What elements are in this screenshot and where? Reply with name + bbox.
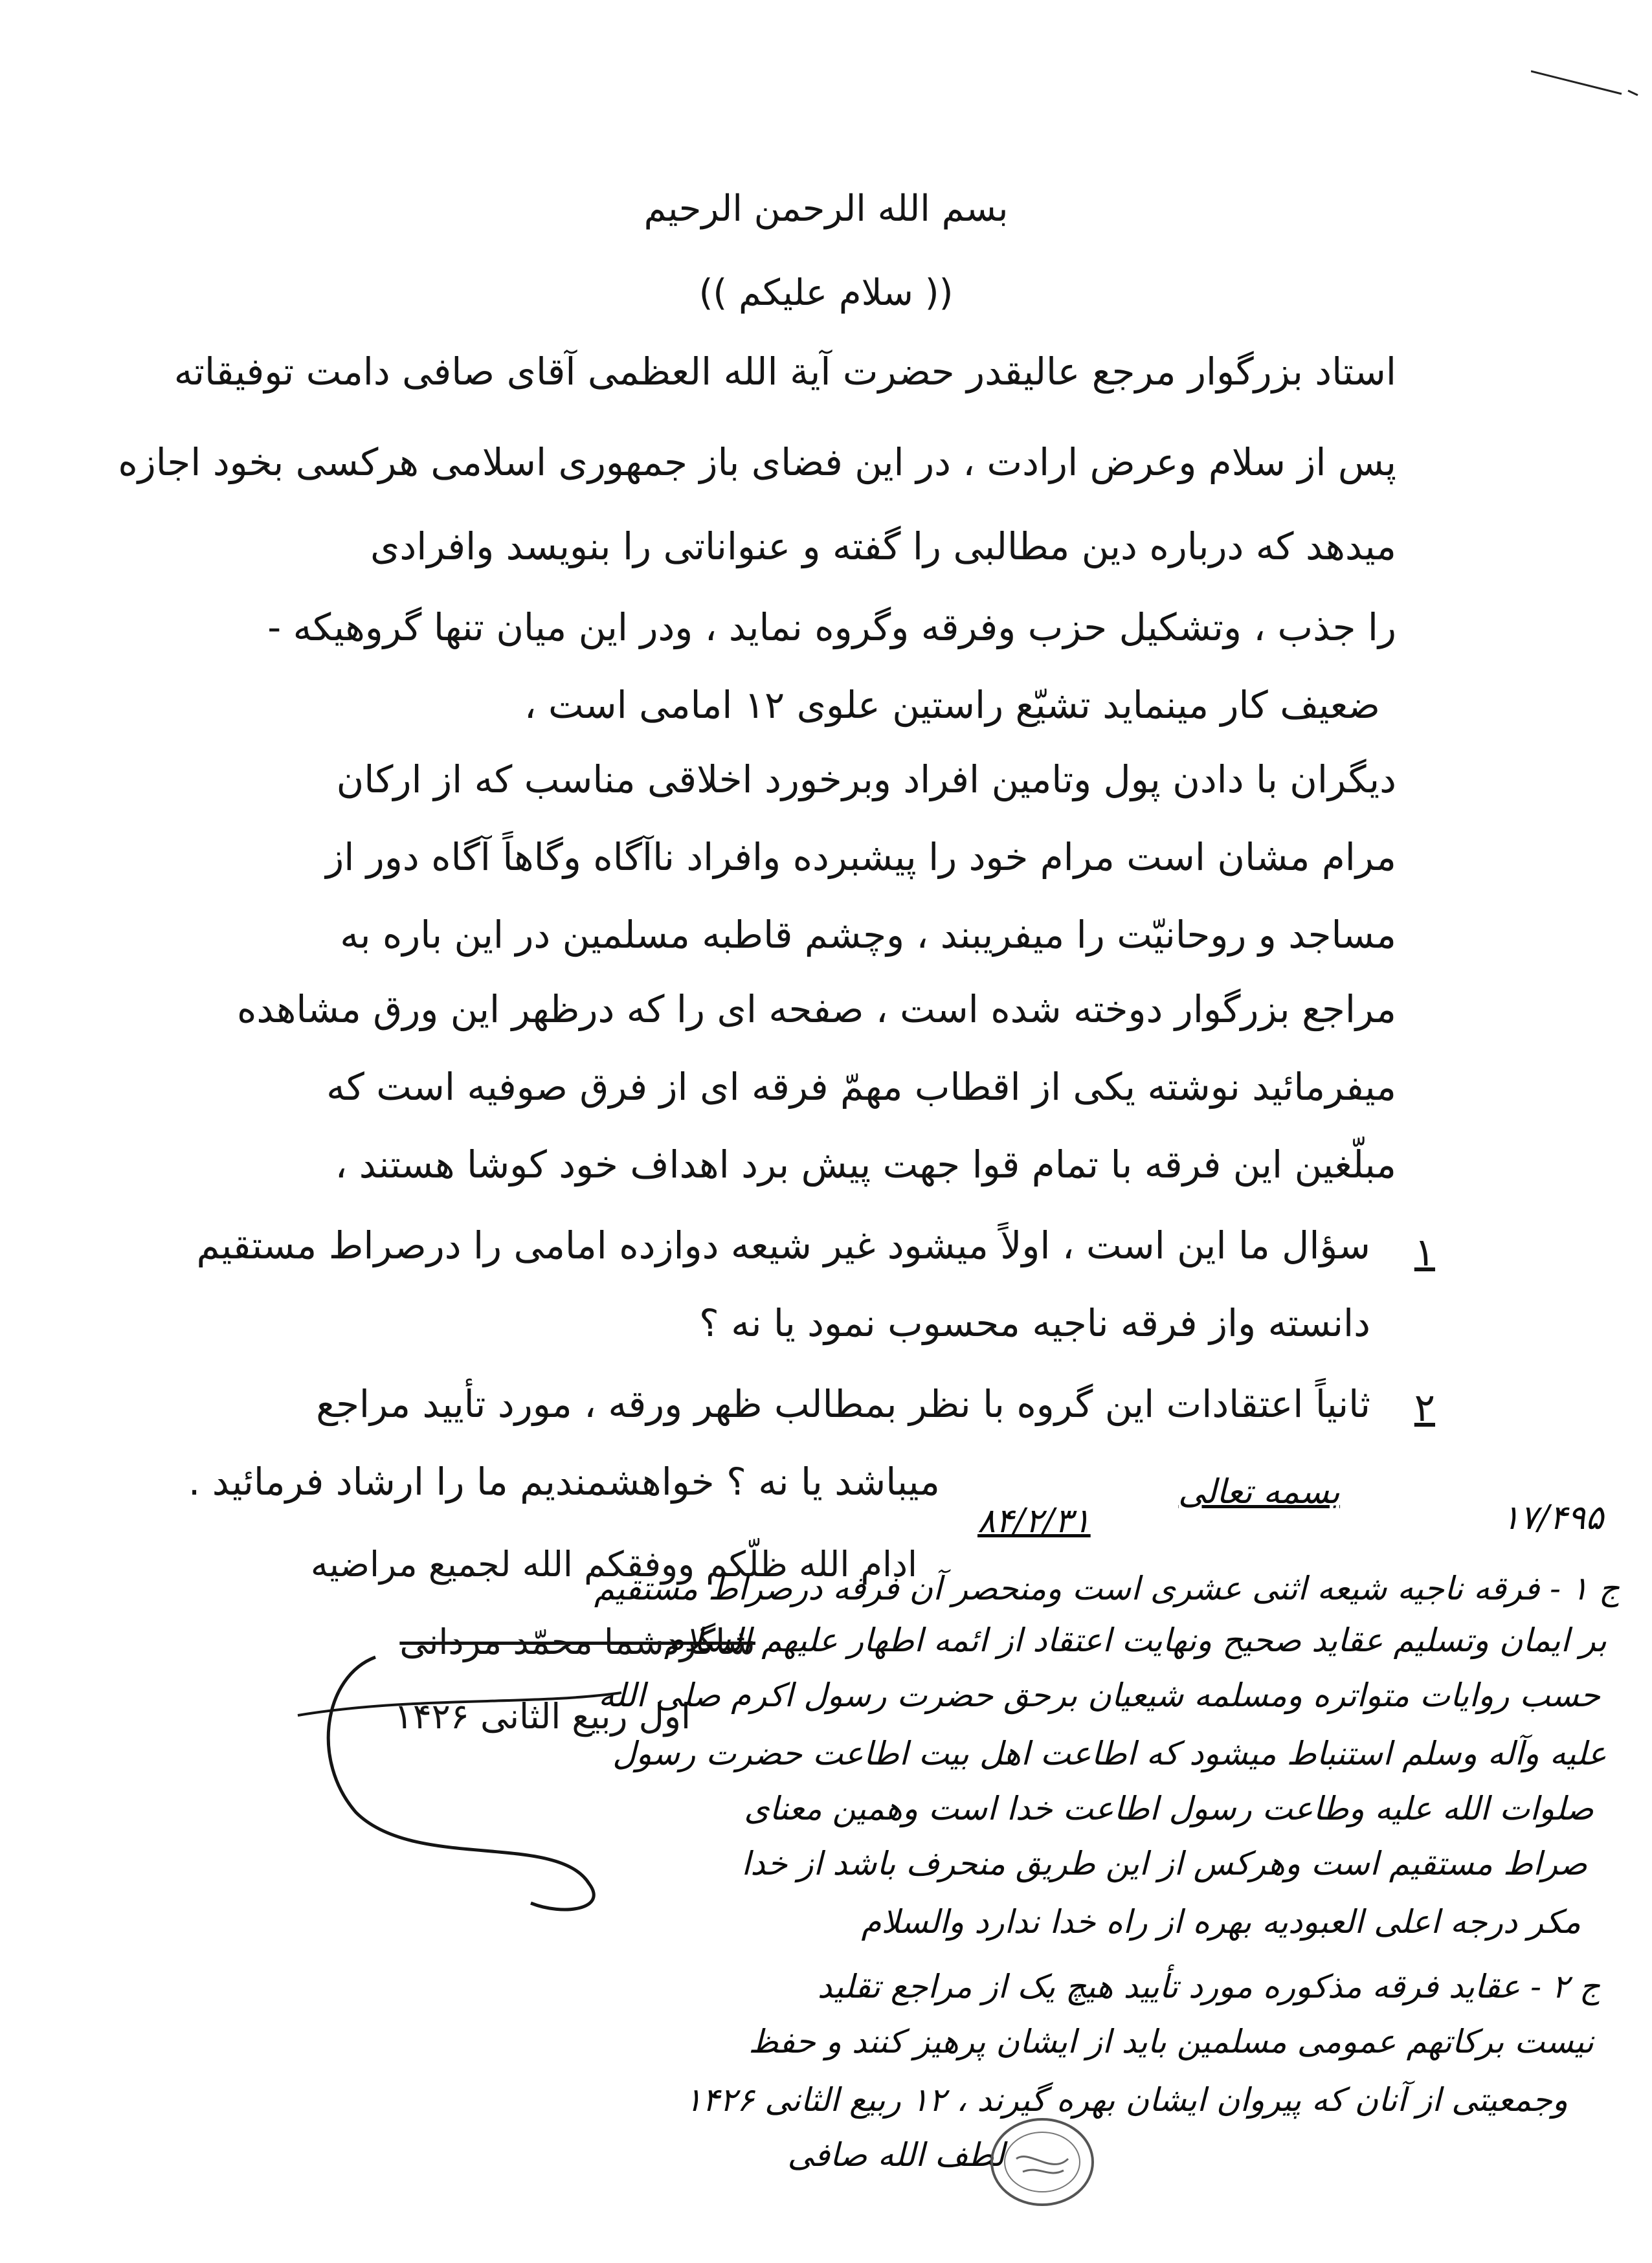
- body-line: را جذب ، وتشکیل حزب وفرقه وگروه نماید ، ودر این میان تنها گروهیکه -: [267, 605, 1396, 649]
- body-line: استاد بزرگوار مرجع عالیقدر حضرت آیة الله العظمی آقای صافی دامت توفیقاته: [173, 350, 1396, 394]
- body-line: مساجد و روحانیّت را میفریبند ، وچشم قاطبه مسلمین در این باره به: [340, 913, 1396, 957]
- basmala-heading: بسم الله الرحمن الرحیم: [643, 188, 1009, 230]
- body-line: میفرمائید نوشته یکی از اقطاب مهمّ فرقه ای از فرق صوفیه است که: [326, 1065, 1396, 1109]
- body-line: میدهد که درباره دین مطالبی را گفته و عنواناتی را بنویسد وافرادی: [370, 524, 1396, 568]
- answer-line: بر ایمان وتسلیم عقاید صحیح ونهایت اعتقاد از ائمه اطهار علیهم السلام: [664, 1622, 1607, 1659]
- answer-line: ج ۱ - فرقه ناجیه شیعه اثنی عشری است ومنحصر آن فرقه درصراط مستقیم: [594, 1570, 1620, 1607]
- question-line: ثانیاً اعتقادات این گروه با نظر بمطالب ظهر ورقه ، مورد تأیید مراجع: [316, 1382, 1370, 1426]
- question-line: سؤال ما این است ، اولاً میشود غیر شیعه دوازده امامی را درصراط مستقیم: [196, 1223, 1370, 1267]
- question-line: دانسته واز فرقه ناجیه محسوب نمود یا نه ؟: [699, 1301, 1370, 1345]
- question-number: ۱: [1414, 1230, 1435, 1275]
- question-number: ۲: [1414, 1385, 1435, 1431]
- reference-number: ۱۷/۴۹۵: [1502, 1499, 1604, 1537]
- scan-edge-mark: [1531, 61, 1641, 100]
- body-line: مبلّغین این فرقه با تمام قوا جهت پیش برد اهداف خود کوشا هستند ،: [335, 1143, 1396, 1187]
- answer-line: حسب روایات متواتره ومسلمه شیعیان برحق حضرت رسول اکرم صلی الله: [598, 1677, 1600, 1714]
- answer-line: ج ۲ - عقاید فرقه مذکوره مورد تأیید هیچ یک از مراجع تقلید: [817, 1968, 1600, 2005]
- body-line: پس از سلام وعرض ارادت ، در این فضای باز جمهوری اسلامی هرکسی بخود اجازه: [118, 440, 1396, 484]
- body-line: ضعیف کار مینماید تشیّع راستین علوی ۱۲ امامی است ،: [524, 683, 1380, 727]
- answer-signature: لطف الله صافی: [787, 2136, 1005, 2174]
- closing-line: ادام الله ظلّکم ووفقکم الله لجمیع مراضیه: [310, 1544, 917, 1585]
- signature-line: شاگردشما محمّد مردانی: [399, 1622, 755, 1662]
- date-line: اول ربیع الثانی ۱۴۲۶: [394, 1696, 691, 1737]
- body-line: مراجع بزرگوار دوخته شده است ، صفحه ای را که درظهر این ورق مشاهده: [236, 987, 1396, 1031]
- seal-stamp: [987, 2113, 1097, 2211]
- answer-line: علیه وآله وسلم استنباط میشود که اطاعت اهل بیت اطاعت حضرت رسول: [612, 1735, 1607, 1772]
- answer-line: مکر درجه اعلی العبودیه بهره از راه خدا ندارد والسلام: [861, 1903, 1581, 1941]
- answer-line: صلوات الله علیه وطاعت رسول اطاعت خدا است وهمین معنای: [744, 1790, 1594, 1827]
- handwritten-basmala: بسمه تعالی: [1178, 1473, 1340, 1511]
- greeting-heading: (( سلام علیکم )): [698, 272, 954, 314]
- body-line: مرام مشان است مرام خود را پیشبرده وافراد ناآگاه وگاهاً آگاه دور از: [326, 835, 1396, 879]
- answer-line: وجمعیتی از آنان که پیروان ایشان بهره گیرند ، ۱۲ ربیع الثانی ۱۴۲۶: [684, 2081, 1568, 2119]
- question-line: میباشد یا نه ؟ خواهشمندیم ما را ارشاد فرمائید .: [188, 1460, 940, 1504]
- answer-line: صراط مستقیم است وهرکس از این طریق منحرف باشد از خدا: [741, 1845, 1587, 1882]
- body-line: دیگران با دادن پول وتامین افراد وبرخورد اخلاقی مناسب که از ارکان: [336, 757, 1396, 801]
- reference-date: ۸۴/۲/۳۱: [977, 1502, 1091, 1541]
- answer-line: نیست برکاتهم عمومی مسلمین باید از ایشان پرهیز کنند و حفظ: [748, 2023, 1594, 2060]
